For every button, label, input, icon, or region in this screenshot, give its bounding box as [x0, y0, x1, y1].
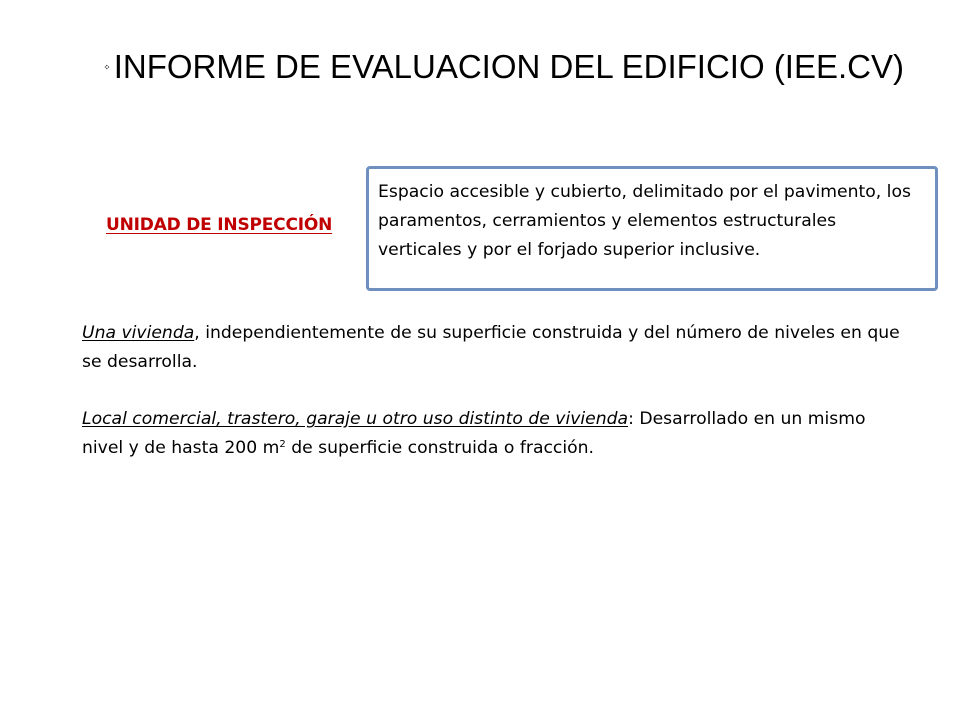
slide-title-text: INFORME DE EVALUACION DEL EDIFICIO (IEE.CV) — [113, 48, 904, 85]
unit-exponent: 2 — [279, 439, 286, 450]
definition-text: Espacio accesible y cubierto, delimitado por el pavimento, los paramentos, cerramientos y elementos estructurales verticales y por el forjado superior inclusive. — [378, 182, 911, 260]
item-vivienda — [82, 319, 902, 377]
diamond-bullet-icon — [104, 54, 110, 80]
unit-heading: UNIDAD DE INSPECCIÓN — [106, 215, 333, 235]
item-term: Una vivienda — [82, 323, 195, 343]
item-text-end: de superficie construida o fracción. — [285, 438, 595, 458]
item-local-comercial — [82, 405, 902, 463]
definition-box — [366, 166, 938, 291]
item-term: Local comercial, trastero, garaje u otro uso distinto de vivienda — [82, 409, 629, 429]
item-text: , independientemente de su superficie construida y del número de niveles en que se desarrolla. — [82, 323, 900, 372]
item-text: : Desarrollado en un mismo nivel y de hasta 200 m — [82, 409, 866, 458]
slide-title — [104, 44, 904, 90]
